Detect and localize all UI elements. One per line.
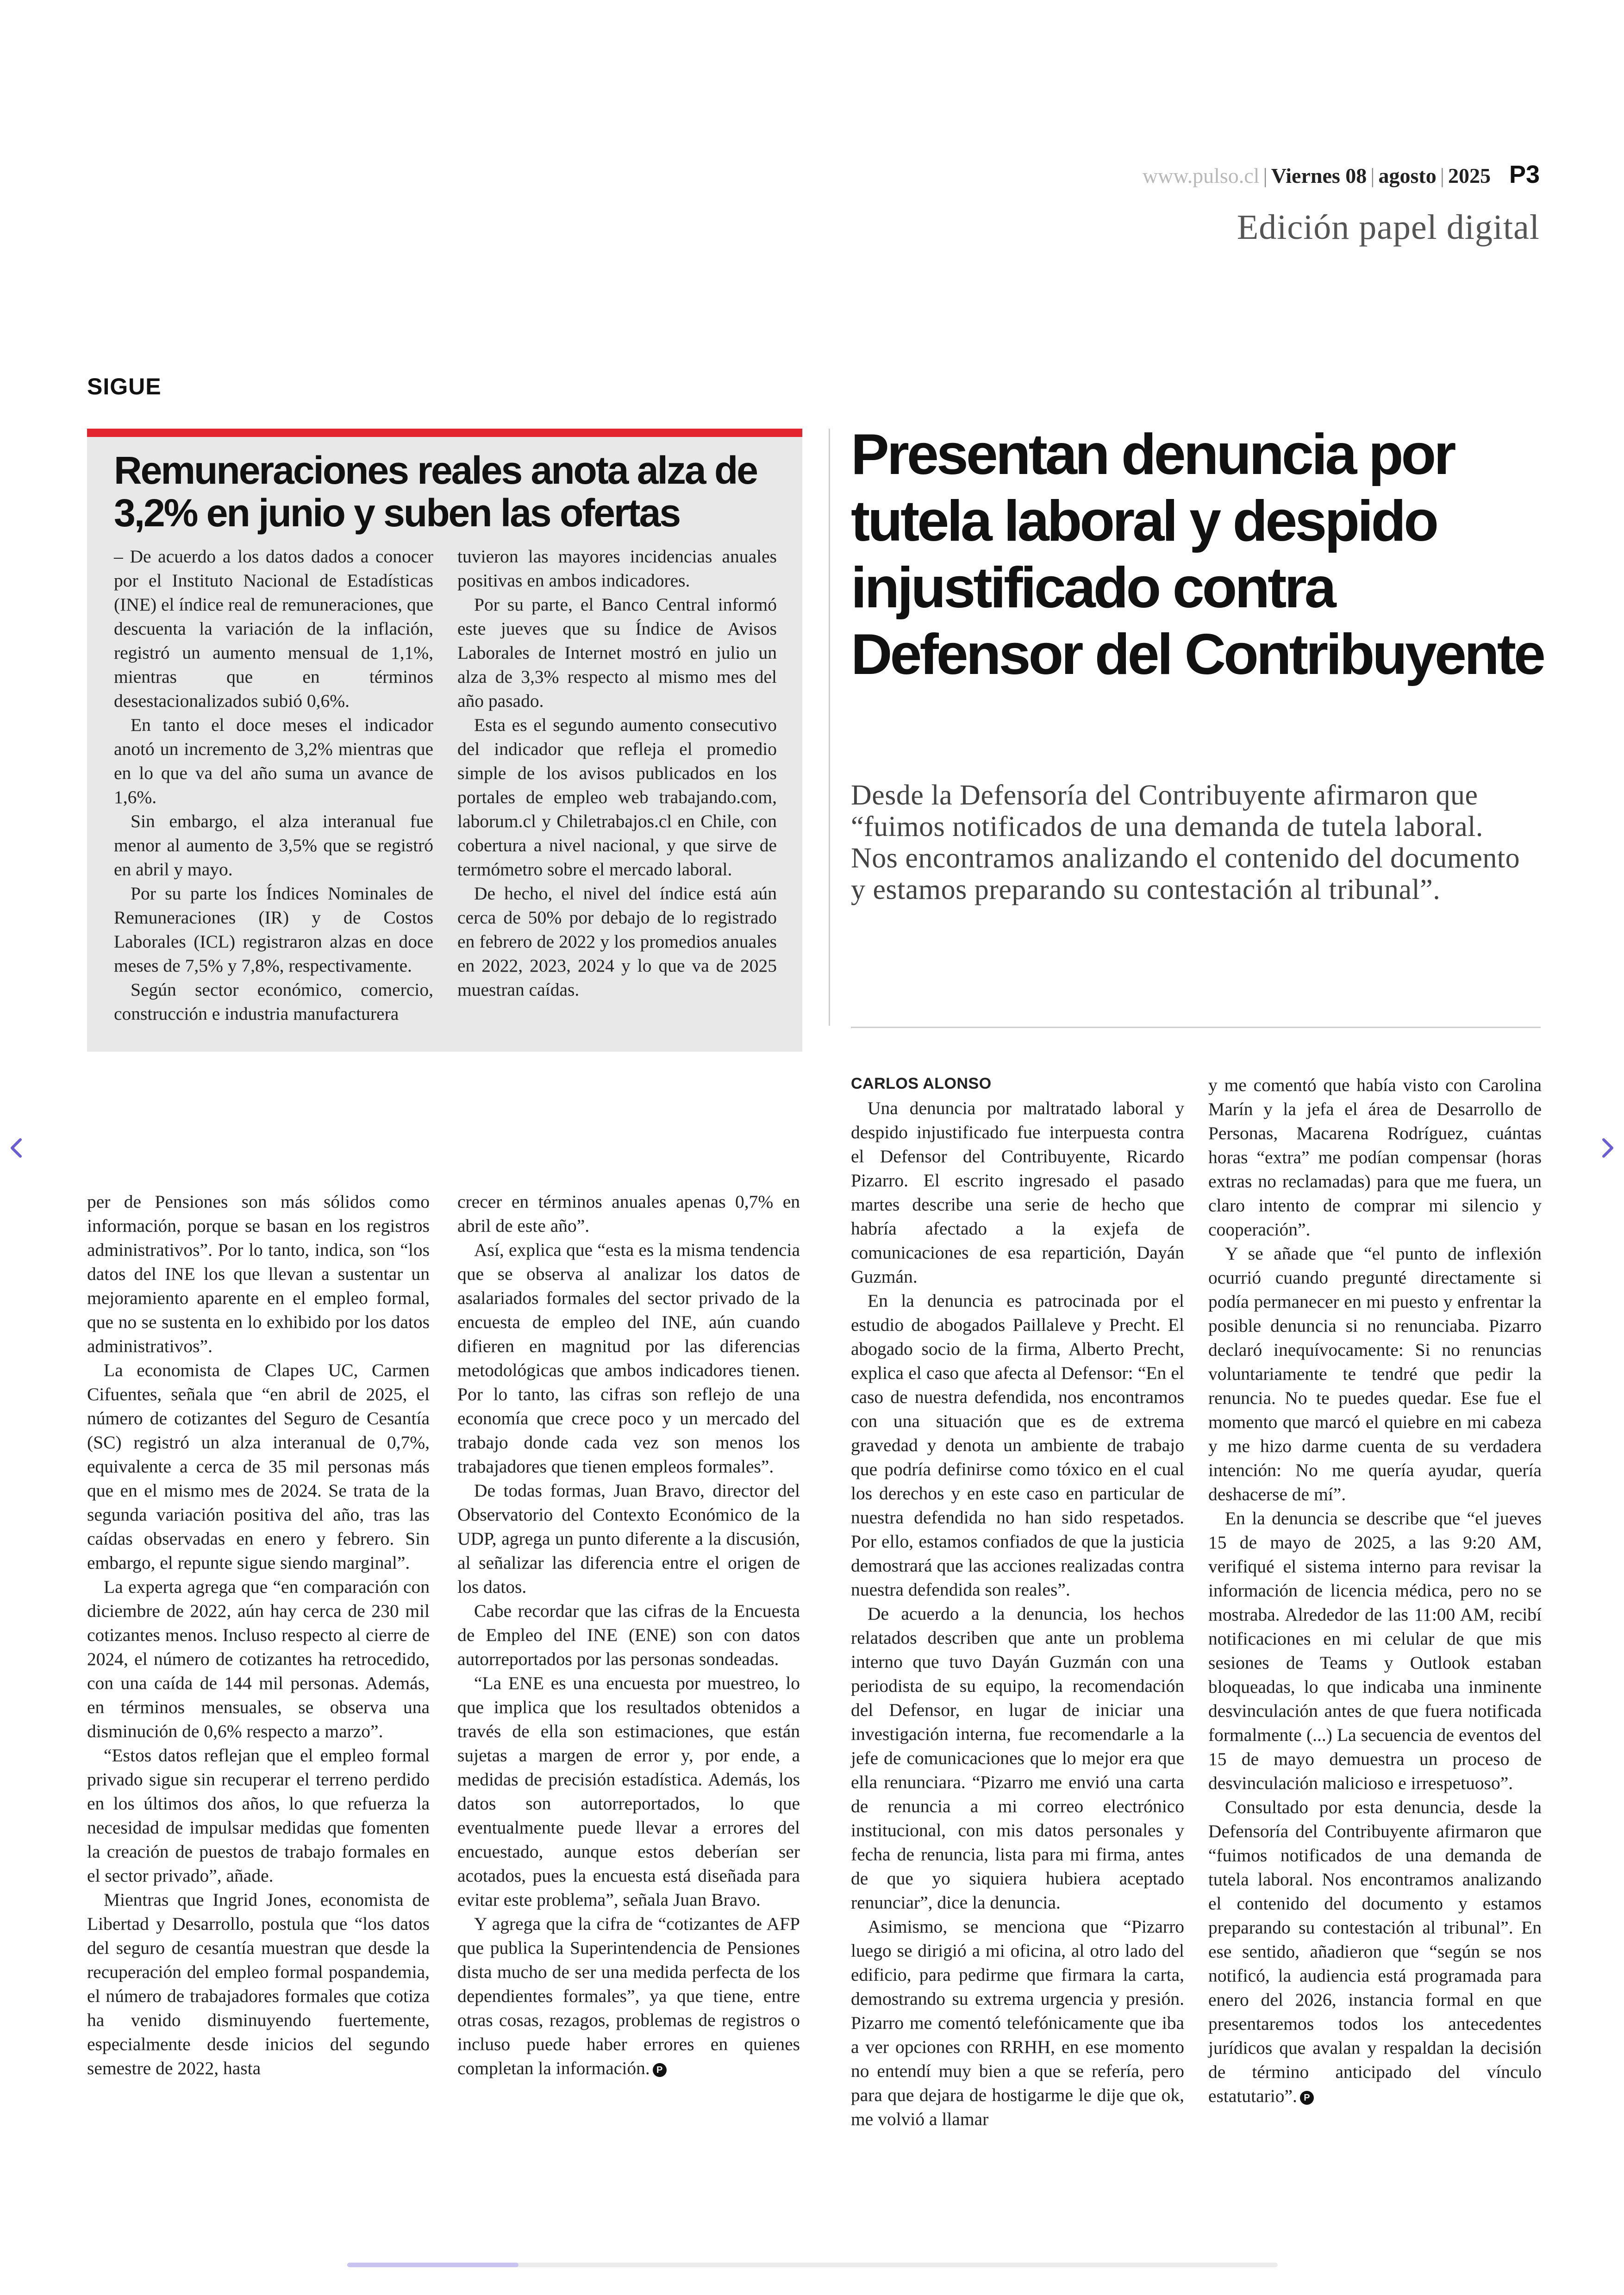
paragraph: Así, explica que “esta es la misma tendencia que se observa al analizar los datos de asalariados formales del sector privado de la encuesta de empleo del INE, aún cuando difieren en magnitud por las diferencias metodológicas que ambos indicadores tienen. Por lo tanto, las cifras son reflejo de una economía que crece poco y un mercado del trabajo donde cada vez son menos los trabajadores que tienen empleos formales”. bbox=[457, 1240, 800, 1477]
paragraph: Asimismo, se menciona que “Pizarro luego se dirigió a mi oficina, al otro lado del edificio, para pedirme que firmara la carta, demostrando su extrema urgencia y presión. Pizarro me comentó telefónicamente que iba a ver opciones con RRHH, en ese momento no entendí muy bien a que se refería, pero para que dejara de hostigarme le dije que ok, me volvió a llamar bbox=[851, 1916, 1184, 2129]
issue-day: Viernes 08 bbox=[1271, 164, 1367, 187]
paragraph: y me comentó que había visto con Carolina Marín y la jefa el área de Desarrollo de Personas, Macarena Rodríguez, cuántas horas “extra” me podían compensar (horas extras no reclamadas) para que me fuera, un claro intento de comprar mi silencio y cooperación”. bbox=[1208, 1075, 1542, 1240]
issue-month: agosto bbox=[1378, 164, 1437, 187]
masthead-dateline: www.pulso.cl | Viernes 08 | agosto | 2025 P3 bbox=[1142, 161, 1540, 188]
edition-label: Edición papel digital bbox=[1237, 208, 1540, 247]
paragraph: La experta agrega que “en comparación con diciembre de 2022, aún hay cerca de 230 mil cotizantes menos. Incluso respecto al cierre de 2024, el número de cotizantes ha retrocedido, con una caída de 144 mil personas. Además, en términos mensuales, se observa una disminución de 0,6% respecto a marzo”. bbox=[87, 1577, 430, 1741]
main-headline: Presentan denuncia por tutela laboral y despido injustificado contra Defensor del Contribuyente bbox=[851, 423, 1543, 686]
paragraph: Por su parte los Índices Nominales de Remuneraciones (IR) y de Costos Laborales (ICL) registraron alzas en doce meses de 7,5% y 7,8%, respectivamente. bbox=[114, 883, 433, 976]
paragraph: Por su parte, el Banco Central informó este jueves que su Índice de Avisos Laborales de Internet mostró en julio un alza de 3,3% respecto al mismo mes del año pasado. bbox=[457, 594, 777, 711]
end-mark-icon: P bbox=[653, 2063, 667, 2077]
paragraph: – De acuerdo a los datos dados a conocer por el Instituto Nacional de Estadísticas (INE) el índice real de remuneraciones, que descuenta la variación de la inflación, registró un aumento mensual de 1,1%, mientras que en términos desestacionalizados subió 0,6%. bbox=[114, 546, 433, 711]
column-divider bbox=[829, 429, 830, 1026]
page-scrollbar-thumb[interactable] bbox=[347, 2263, 518, 2267]
page-number: P3 bbox=[1509, 161, 1540, 188]
deck-divider bbox=[851, 1027, 1541, 1028]
paragraph: crecer en términos anuales apenas 0,7% en abril de este año”. bbox=[457, 1191, 800, 1236]
paragraph: Y se añade que “el punto de inflexión ocurrió cuando pregunté directamente si podía permanecer en mi puesto y enfrentar la posible denuncia si no renunciaba. Pizarro declaró inequívocamente: Si no renuncias voluntariamente te tendré que pedir la renuncia. No te puedes quedar. Ese fue el momento que marcó el quiebre en mi cabeza y me hizo darme cuenta de su verdadera intención: No me quería ayudar, quería deshacerse de mí”. bbox=[1208, 1243, 1542, 1504]
masthead bbox=[1143, 160, 1540, 189]
paragraph: En la denuncia se describe que “el jueves 15 de mayo de 2025, a las 9:20 AM, verifiqué el sistema interno para revisar la información de licencia médica, pero no se mostraba. Alrededor de las 11:00 AM, recibí notificaciones en mi celular de que mis sesiones de Teams y Outlook estaban bloqueadas, lo que indicaba una inminente desvinculación antes de que fuera notificada formalmente (...) La secuencia de eventos del 15 de mayo demuestra un proceso de desvinculación malicioso e irrespetuoso”. bbox=[1208, 1508, 1542, 1793]
paragraph: “La ENE es una encuesta por muestreo, lo que implica que los resultados obtenidos a través de ella son estimaciones, que están sujetas a margen de error y, por ende, a medidas de precisión estadística. Además, los datos son autorreportados, lo que eventualmente puede llevar a errores del encuestado, aunque estos deberían ser acotados, pues la encuesta está diseñada para evitar este problema”, señala Juan Bravo. bbox=[457, 1673, 800, 1910]
paragraph: Y agrega que la cifra de “cotizantes de AFP que publica la Superintendencia de Pensiones dista mucho de ser una medida perfecta de los dependientes formales”, ya que tiene, entre otras cosas, rezagos, problemas de registros o incluso puede haber errores en quienes completan la información. P bbox=[457, 1914, 800, 2078]
end-mark-icon: P bbox=[1300, 2091, 1314, 2105]
next-page-button[interactable] bbox=[1593, 1129, 1621, 1166]
prev-page-button[interactable] bbox=[3, 1129, 31, 1166]
main-column-2 bbox=[1208, 1073, 1542, 2108]
paragraph: De acuerdo a la denuncia, los hechos relatados describen que ante un problema interno que tuvo Dayán Guzmán con una periodista de su equipo, la recomendación del Defensor, en lugar de iniciar una investigación interna, fue recomendarle a la jefe de comunicaciones que lo mejor era que ella renunciara. “Pizarro me envió una carta de renuncia a mi correo electrónico institucional, con mis datos personales y fecha de renuncia, lista para mi firma, antes de que yo siquiera hubiera aceptado renunciar”, dice la denuncia. bbox=[851, 1603, 1184, 1913]
site-url: www.pulso.cl bbox=[1142, 164, 1260, 187]
main-column-1 bbox=[851, 1096, 1184, 2131]
continued-column-1 bbox=[87, 1190, 430, 2080]
paragraph: Cabe recordar que las cifras de la Encuesta de Empleo del INE (ENE) son con datos autorreportados por las personas sondeadas. bbox=[457, 1601, 800, 1669]
paragraph: En la denuncia es patrocinada por el estudio de abogados Paillaleve y Precht. El abogado socio de la firma, Alberto Precht, explica el caso que afecta al Defensor: “En el caso de nuestra defendida, nos encontramos con una situación que es de extrema gravedad y denota un ambiente de trabajo que podría definirse como tóxico en el cual los derechos y en este caso en particular de nuestra defendida no han sido respetados. Por ello, estamos confiados de que la justicia demostrará que las acciones realizadas contra nuestra defendida son reales”. bbox=[851, 1291, 1184, 1600]
paragraph: De hecho, el nivel del índice está aún cerca de 50% por debajo de lo registrado en febrero de 2022 y los promedios anuales en 2022, 2023, 2024 y lo que va de 2025 muestran caídas. bbox=[457, 883, 777, 1000]
sidebar-column-2 bbox=[457, 544, 777, 1002]
paragraph: La economista de Clapes UC, Carmen Cifuentes, señala que “en abril de 2025, el número de cotizantes del Seguro de Cesantía (SC) registró un alza interanual de 0,7%, equivalente a cerca de 35 mil personas más que en el mismo mes de 2024. Se trata de la segunda variación positiva del año, tras las caídas observadas en enero y febrero. Sin embargo, el repunte sigue siendo marginal”. bbox=[87, 1360, 430, 1573]
paragraph: En tanto el doce meses el indicador anotó un incremento de 3,2% mientras que en lo que va del año suma un avance de 1,6%. bbox=[114, 715, 433, 807]
paragraph: “Estos datos reflejan que el empleo formal privado sigue sin recuperar el terreno perdido en los últimos dos años, lo que refuerza la necesidad de impulsar medidas que fomenten la creación de puestos de trabajo formales en el sector privado”, añade. bbox=[87, 1745, 430, 1886]
chevron-right-icon bbox=[1593, 1129, 1621, 1166]
paragraph: per de Pensiones son más sólidos como información, porque se basan en los registros administrativos”. Por lo tanto, indica, son “los datos del INE los que llevan a sustentar un mejoramiento aparente en el empleo formal, que no se sustenta en lo exhibido por los datos administrativos”. bbox=[87, 1191, 430, 1356]
section-tag: SIGUE bbox=[87, 374, 162, 399]
sidebar-headline: Remuneraciones reales anota alza de 3,2% en junio y suben las ofertas bbox=[114, 449, 757, 535]
paragraph: Mientras que Ingrid Jones, economista de Libertad y Desarrollo, postula que “los datos del seguro de cesantía muestran que desde la recuperación del empleo formal pospandemia, el número de trabajadores formales que cotiza ha venido disminuyendo fuertemente, especialmente desde inicios del segundo semestre de 2022, hasta bbox=[87, 1890, 430, 2078]
paragraph: Según sector económico, comercio, construcción e industria manufacturera bbox=[114, 979, 433, 1024]
byline: CARLOS ALONSO bbox=[851, 1075, 992, 1092]
main-deck: Desde la Defensoría del Contribuyente afirmaron que “fuimos notificados de una demanda de tutela laboral. Nos encontramos analizando el contenido del documento y estamos preparando su contestación al tribunal”. bbox=[851, 780, 1520, 905]
issue-year: 2025 bbox=[1448, 164, 1491, 187]
continued-column-2 bbox=[457, 1190, 800, 2080]
paragraph: Consultado por esta denuncia, desde la Defensoría del Contribuyente afirmaron que “fuimos notificados de una demanda de tutela laboral. Nos encontramos analizando el contenido del documento y estamos preparando su contestación al tribunal”. En ese sentido, añadieron que “según se nos notificó, la audiencia está programada para enero del 2026, instancia formal en que presentaremos todos los antecedentes jurídicos que avalan y respaldan la decisión de término anticipado del vínculo estatutario”. P bbox=[1208, 1797, 1542, 2106]
chevron-left-icon bbox=[3, 1129, 31, 1166]
paragraph: De todas formas, Juan Bravo, director del Observatorio del Contexto Económico de la UDP, agrega un punto diferente a la discusión, al señalizar las diferencia entre el origen de los datos. bbox=[457, 1480, 800, 1597]
paragraph: tuvieron las mayores incidencias anuales positivas en ambos indicadores. bbox=[457, 546, 777, 591]
paragraph: Esta es el segundo aumento consecutivo del indicador que refleja el promedio simple de los avisos publicados en los portales de empleo web trabajando.com, laborum.cl y Chiletrabajos.cl en Chile, con cobertura a nivel nacional, y que sirve de termómetro sobre el mercado laboral. bbox=[457, 715, 777, 879]
paragraph: Una denuncia por maltratado laboral y despido injustificado fue interpuesta contra el Defensor del Contribuyente, Ricardo Pizarro. El escrito ingresado el pasado martes describe una serie de hecho que habría afectado a la exjefa de comunicaciones de esa repartición, Dayán Guzmán. bbox=[851, 1098, 1184, 1287]
paragraph: Sin embargo, el alza interanual fue menor al aumento de 3,5% que se registró en abril y mayo. bbox=[114, 811, 433, 879]
sidebar-column-1 bbox=[114, 544, 433, 1026]
